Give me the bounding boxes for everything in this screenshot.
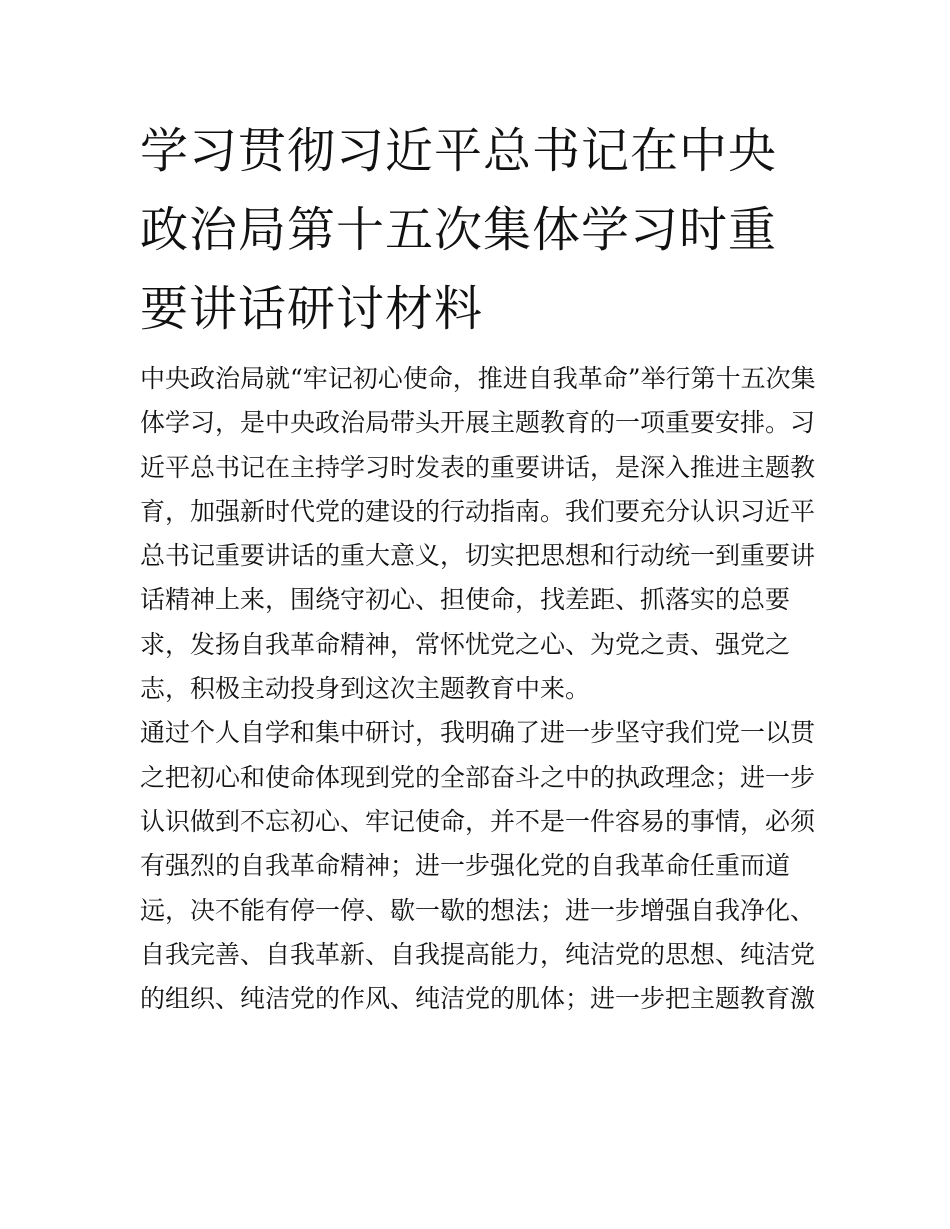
body-line: 志，积极主动投身到这次主题教育中来。 [140,674,591,704]
body-line: 之把初心和使命体现到党的全部奋斗之中的执政理念；进一步 [140,762,816,792]
body-line: 认识做到不忘初心、牢记使命，并不是一件容易的事情，必须 [140,806,816,836]
title-line: 政治局第十五次集体学习时重 [140,202,778,258]
body-line: 有强烈的自我革命精神；进一步强化党的自我革命任重而道 [140,851,791,881]
body-line: 的组织、纯洁党的作风、纯洁党的肌体；进一步把主题教育激 [140,984,816,1014]
body-line: 中央政治局就“牢记初心使命，推进自我革命”举行第十五次集 [140,364,816,393]
body-line: 通过个人自学和集中研讨，我明确了进一步坚守我们党一以贯 [140,718,816,748]
body-line: 体学习，是中央政治局带头开展主题教育的一项重要安排。习 [140,408,816,438]
title-line: 学习贯彻习近平总书记在中央 [140,123,778,179]
document-title [140,112,820,349]
title-line: 要讲话研讨材料 [140,281,484,337]
body-line: 总书记重要讲话的重大意义，切实把思想和行动统一到重要讲 [140,541,816,571]
body-line: 话精神上来，围绕守初心、担使命，找差距、抓落实的总要 [140,585,791,615]
body-line: 求，发扬自我革命精神，常怀忧党之心、为党之责、强党之 [140,629,791,659]
body-line: 近平总书记在主持学习时发表的重要讲话，是深入推进主题教 [140,452,816,482]
body-line: 育，加强新时代党的建设的行动指南。我们要充分认识习近平 [140,496,816,526]
document-body [140,357,820,1021]
body-line: 自我完善、自我革新、自我提高能力，纯洁党的思想、纯洁党 [140,939,816,969]
body-line: 远，决不能有停一停、歇一歇的想法；进一步增强自我净化、 [140,895,816,925]
